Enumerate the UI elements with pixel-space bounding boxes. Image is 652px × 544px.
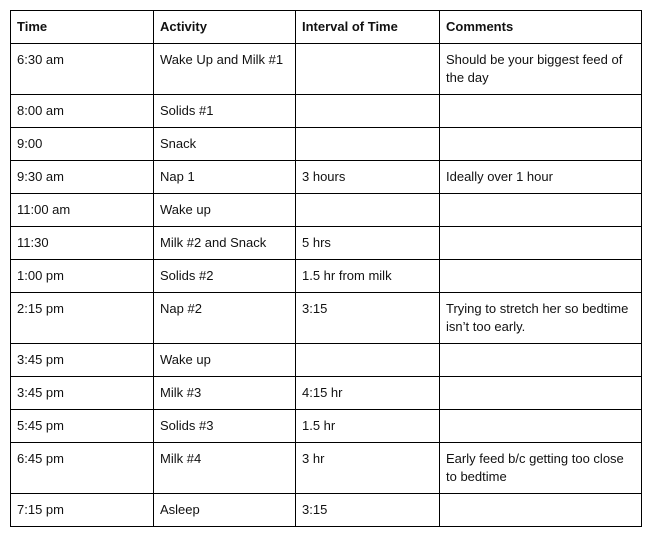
- table-row: [11, 128, 642, 161]
- interval-cell: [296, 95, 440, 128]
- activity-cell: Milk #4: [154, 443, 296, 494]
- table-row: [11, 95, 642, 128]
- interval-cell: 5 hrs: [296, 227, 440, 260]
- activity-cell: Wake Up and Milk #1: [154, 44, 296, 95]
- interval-cell: 1.5 hr from milk: [296, 260, 440, 293]
- table-row: [11, 410, 642, 443]
- table-row: [11, 377, 642, 410]
- interval-cell: 3 hr: [296, 443, 440, 494]
- comments-cell: [440, 95, 642, 128]
- time-cell: 9:30 am: [11, 161, 154, 194]
- activity-cell: Solids #2: [154, 260, 296, 293]
- comments-cell: Should be your biggest feed of the day: [440, 44, 642, 95]
- interval-cell: 3:15: [296, 494, 440, 527]
- comments-cell: Early feed b/c getting too close to bedtime: [440, 443, 642, 494]
- activity-cell: Milk #3: [154, 377, 296, 410]
- time-cell: 7:15 pm: [11, 494, 154, 527]
- header-activity: Activity: [154, 11, 296, 44]
- interval-cell: 3:15: [296, 293, 440, 344]
- comments-cell: [440, 494, 642, 527]
- table-row: [11, 443, 642, 494]
- time-cell: 8:00 am: [11, 95, 154, 128]
- activity-cell: Milk #2 and Snack: [154, 227, 296, 260]
- header-interval: Interval of Time: [296, 11, 440, 44]
- time-cell: 9:00: [11, 128, 154, 161]
- comments-cell: [440, 377, 642, 410]
- comments-cell: [440, 260, 642, 293]
- time-cell: 5:45 pm: [11, 410, 154, 443]
- comments-cell: [440, 227, 642, 260]
- table-row: [11, 194, 642, 227]
- table-row: [11, 260, 642, 293]
- interval-cell: [296, 128, 440, 161]
- activity-cell: Solids #1: [154, 95, 296, 128]
- time-cell: 2:15 pm: [11, 293, 154, 344]
- activity-cell: Wake up: [154, 194, 296, 227]
- activity-cell: Solids #3: [154, 410, 296, 443]
- table-row: [11, 44, 642, 95]
- table-row: [11, 227, 642, 260]
- time-cell: 11:30: [11, 227, 154, 260]
- comments-cell: Ideally over 1 hour: [440, 161, 642, 194]
- time-cell: 6:30 am: [11, 44, 154, 95]
- table-body: [11, 44, 642, 527]
- interval-cell: [296, 44, 440, 95]
- header-time: Time: [11, 11, 154, 44]
- activity-cell: Asleep: [154, 494, 296, 527]
- interval-cell: [296, 344, 440, 377]
- comments-cell: [440, 344, 642, 377]
- table-row: [11, 293, 642, 344]
- table-header: [11, 11, 642, 44]
- time-cell: 3:45 pm: [11, 344, 154, 377]
- table-row: [11, 344, 642, 377]
- table-row: [11, 494, 642, 527]
- comments-cell: [440, 128, 642, 161]
- schedule-table: [10, 10, 642, 527]
- interval-cell: 1.5 hr: [296, 410, 440, 443]
- activity-cell: Nap #2: [154, 293, 296, 344]
- interval-cell: 4:15 hr: [296, 377, 440, 410]
- time-cell: 1:00 pm: [11, 260, 154, 293]
- time-cell: 3:45 pm: [11, 377, 154, 410]
- header-comments: Comments: [440, 11, 642, 44]
- activity-cell: Nap 1: [154, 161, 296, 194]
- comments-cell: Trying to stretch her so bedtime isn’t too early.: [440, 293, 642, 344]
- activity-cell: Wake up: [154, 344, 296, 377]
- header-row: [11, 11, 642, 44]
- comments-cell: [440, 410, 642, 443]
- table-row: [11, 161, 642, 194]
- activity-cell: Snack: [154, 128, 296, 161]
- comments-cell: [440, 194, 642, 227]
- time-cell: 11:00 am: [11, 194, 154, 227]
- interval-cell: 3 hours: [296, 161, 440, 194]
- time-cell: 6:45 pm: [11, 443, 154, 494]
- interval-cell: [296, 194, 440, 227]
